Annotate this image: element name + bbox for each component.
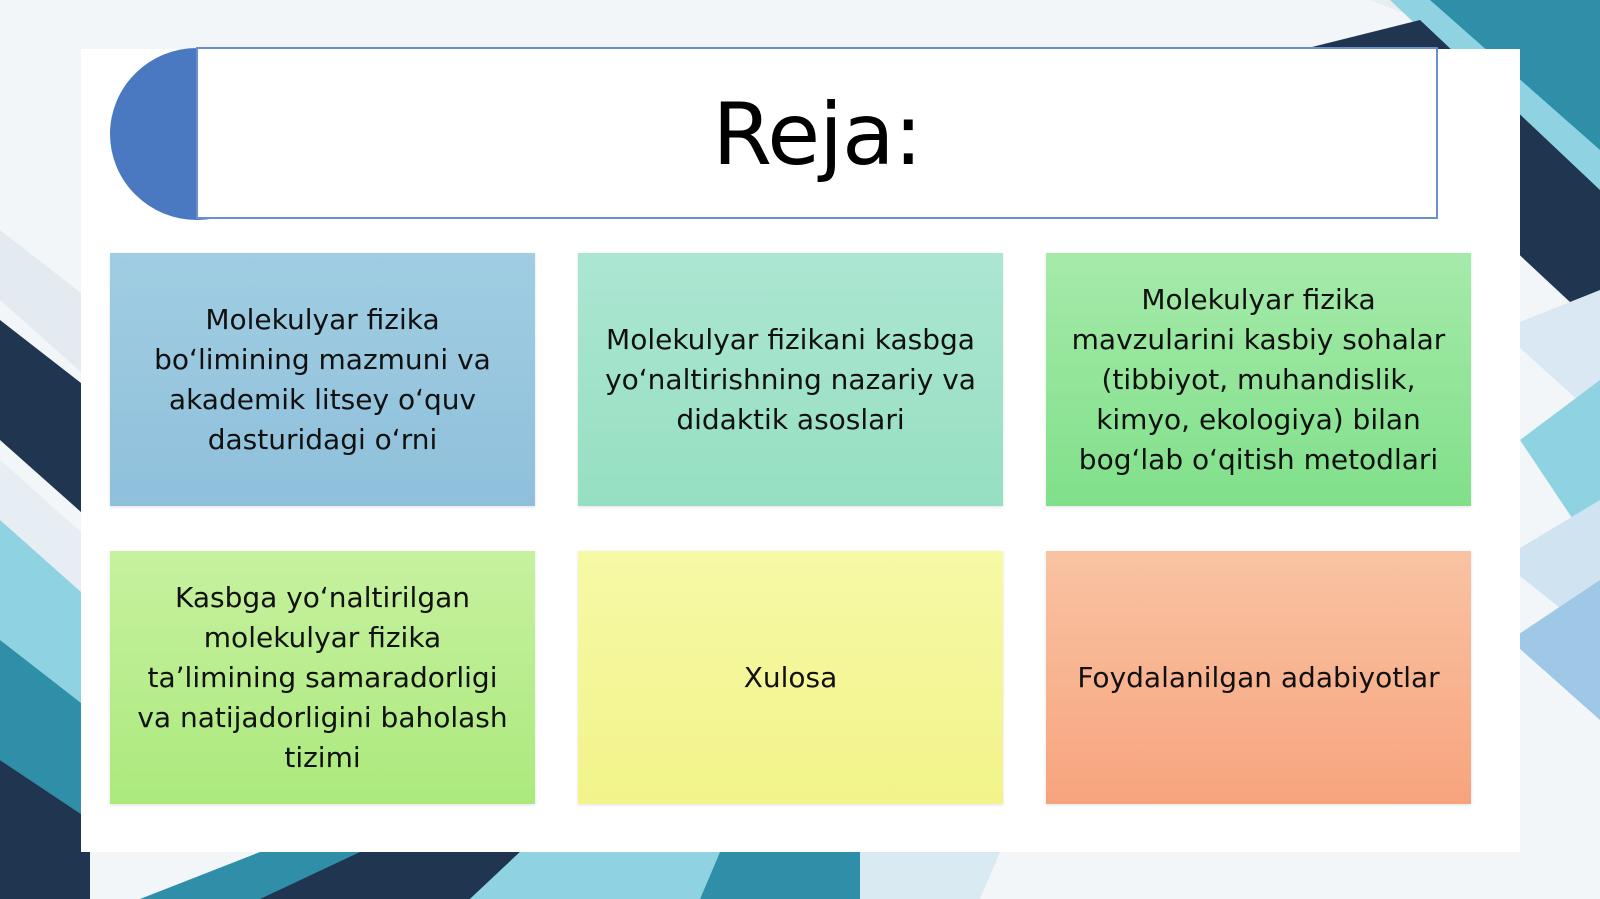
plan-item-text: Xulosa — [743, 660, 838, 694]
plan-item-4 — [110, 551, 535, 804]
plan-item-5 — [578, 551, 1003, 804]
plan-item-text: Molekulyar fizika mavzularini kasbiy sohalar (tibbiyot, muhandislik, kimyo, ekologiya) bilan bogʻlab oʻqitish metodlari — [1071, 282, 1446, 476]
plan-item-3 — [1046, 253, 1471, 506]
plan-item-text: Kasbga yoʻnaltirilgan molekulyar fizika taʼlimining samaradorligi va natijadorligini baholash tizimi — [137, 580, 508, 774]
plan-item-2 — [578, 253, 1003, 506]
plan-item-6 — [1046, 551, 1471, 804]
plan-item-text: Foydalanilgan adabiyotlar — [1077, 660, 1440, 694]
slide-title: Reja: — [712, 85, 922, 185]
title-banner — [196, 47, 1438, 219]
plan-item-1 — [110, 253, 535, 506]
plan-item-text: Molekulyar fizika boʻlimining mazmuni va akademik litsey oʻquv dasturidagi oʻrni — [154, 302, 491, 456]
plan-item-text: Molekulyar fizikani kasbga yoʻnaltirishning nazariy va didaktik asoslari — [605, 322, 976, 436]
